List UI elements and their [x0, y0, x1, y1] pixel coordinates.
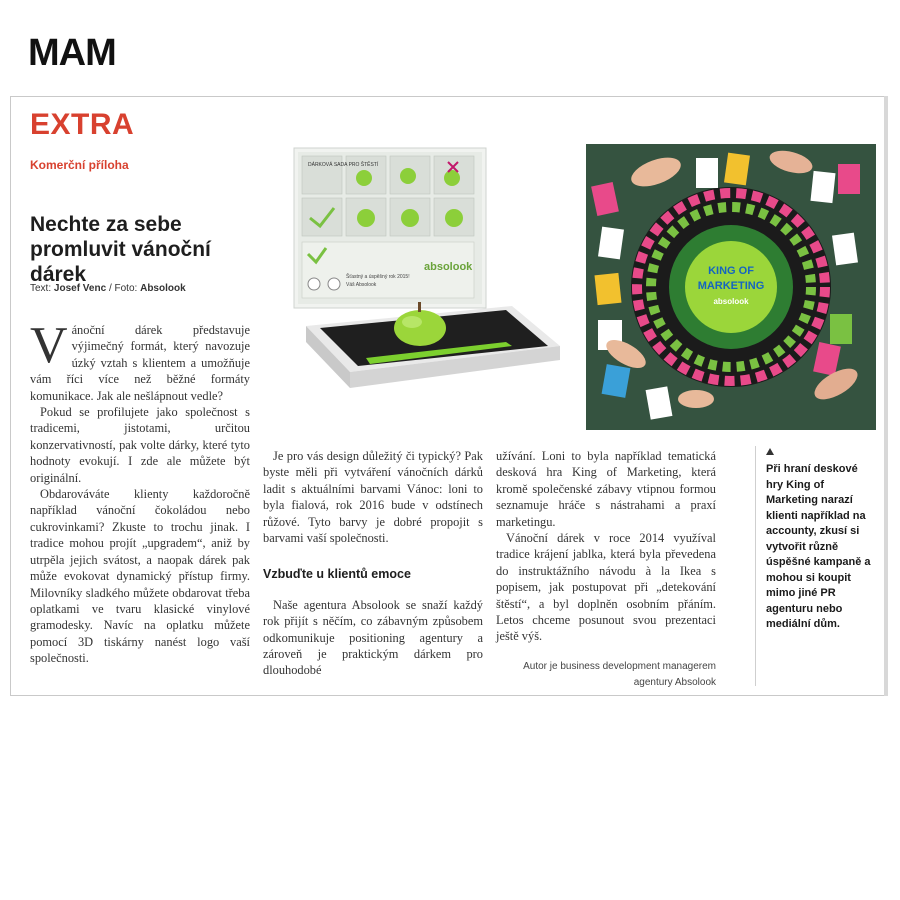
- game-brand: absolook: [713, 297, 749, 306]
- paragraph: Pokud se profilujete jako společnost s tradicemi, jistotami, určitou konzervativností, pak volte dárky, které tyto hodnoty evokují. I zde ale můžete být originální.: [30, 405, 250, 485]
- caption-divider: [755, 446, 756, 686]
- author-note-line-1: Autor je business development managerem: [523, 660, 716, 672]
- subheading: Vzbuďte u klientů emoce: [263, 567, 411, 582]
- article-credits: [30, 283, 186, 294]
- author-note: [496, 659, 716, 691]
- paragraph: Vánoční dárek představuje výjimečný formát, který navozuje úzký vztah s klientem a umožňuje vám říci více než běžné formáty komunikace. Jak ale nešlápnout vedle?: [30, 317, 250, 403]
- paragraph: Obdarováváte klienty každoročně například vánoční čokoládou nebo cukrovinkami? Zkuste to trochu jinak. I tradice mohou projít „upgradem“, aniž by utrpěla jejich svátost, a naopak dárek pak může evokovat dynamický přístup firmy. Milovníky sladkého můžete obdarovat třeba oplatkami ve tvaru klasické vinylové gramodesky. Navíc na oplatku můžete pomocí 3D tiskárny nanést logo vaší společnosti.: [30, 487, 250, 666]
- paragraph: Naše agentura Absolook se snaží každý rok přijít s něčím, co zábavným způsobem odkomunikuje positioning agentury a zároveň je praktickým dárkem pro dlouhodobé: [263, 597, 483, 678]
- article-headline: Nechte za sebe promluvit vánoční dárek: [30, 213, 211, 286]
- page-edge-bar: [884, 96, 888, 696]
- masthead-logo: MAM: [28, 32, 116, 74]
- author-note-line-2: agentury Absolook: [633, 676, 716, 688]
- drop-cap: V: [30, 317, 68, 374]
- section-subtitle: Komerční příloha: [30, 158, 129, 172]
- game-title-line-2: MARKETING: [697, 280, 765, 292]
- paragraph: Je pro vás design důležitý či typický? Pak byste měli při vytváření vánočních dárků ladit s aktuálními barvami Vánoc: loni to byla fialová, rok 2016 bude v odstínech růžové. Tyto barvy je dobré propojit s barvami vaší společnosti.: [263, 449, 483, 546]
- caption-pointer-icon: [766, 448, 774, 455]
- article-column-3: [496, 448, 716, 691]
- article-column-1: [30, 317, 250, 667]
- paragraph: Vánoční dárek v roce 2014 využíval tradice krájení jablka, která byla převedena do instruktážního návodu à la Ikea s popisem, jak postupovat při „detekování štěstí“, a byl doplněn osobním přáním. Letos chceme posunout svou prezentaci ještě výš.: [496, 531, 716, 644]
- gift-brand: absolook: [424, 261, 473, 273]
- game-title-line-1: KING OF: [708, 265, 754, 277]
- board-game-photo: [586, 144, 876, 430]
- photo-caption: Při hraní deskové hry King of Marketing narazí klienti například na accounty, zkusí si vytvořit různě úspěšné kampaně a mohou si koupit mimo jiné PR agenturu nebo mediální dům.: [766, 463, 871, 630]
- credits-photo-label: / Foto:: [108, 283, 138, 294]
- paragraph: užívání. Loni to byla například tematická desková hra King of Marketing, která kromě společenské zábavy vtipnou formou seznamuje hráče s nástrahami a praxí marketingu.: [496, 449, 716, 529]
- credits-photo-source: Absolook: [140, 283, 186, 294]
- gift-note-line-2: Váš Absolook: [346, 282, 377, 288]
- article-column-2: [263, 448, 483, 679]
- credits-text-label: Text:: [30, 283, 52, 294]
- gift-note-line-1: Šťastný a úspěšný rok 2015!: [346, 274, 410, 280]
- section-title: EXTRA: [30, 108, 135, 141]
- gift-box-photo: [280, 146, 562, 390]
- credits-author: Josef Venc: [53, 283, 107, 294]
- gift-lid-title: DÁRKOVÁ SADA PRO ŠTĚSTÍ: [308, 162, 379, 168]
